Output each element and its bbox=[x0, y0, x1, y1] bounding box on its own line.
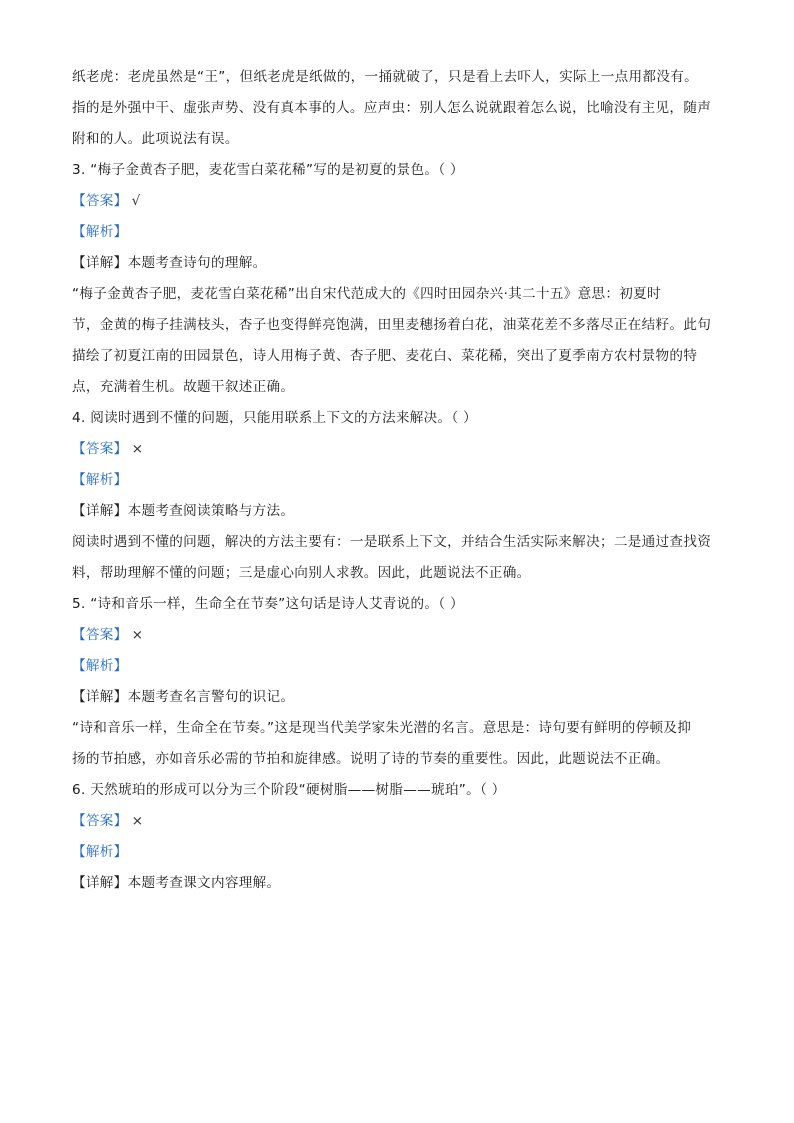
document-page bbox=[72, 62, 722, 899]
detail-text: 本题考查课文内容理解。 bbox=[127, 875, 281, 891]
detail-label: 【详解】 bbox=[72, 255, 128, 271]
analysis-label: 【解析】 bbox=[72, 472, 128, 488]
detail-label: 【详解】 bbox=[72, 875, 128, 891]
paragraph-line: 料，帮助理解不懂的问题；三是虚心向别人求教。因此，此题说法不正确。 bbox=[72, 565, 531, 581]
analysis-line bbox=[72, 465, 722, 496]
detail-text: 本题考查诗句的理解。 bbox=[127, 255, 267, 271]
paragraph-line: 点，充满着生机。故题干叙述正确。 bbox=[72, 379, 295, 395]
paragraph-line: 3. “梅子金黄杏子肥，麦花雪白菜花稀”写的是初夏的景色。（ ） bbox=[72, 162, 464, 178]
detail-label: 【详解】 bbox=[72, 503, 128, 519]
answer-mark: √ bbox=[131, 193, 141, 209]
detail-line bbox=[72, 496, 722, 527]
answer-mark: × bbox=[131, 627, 144, 643]
answer-line bbox=[72, 620, 722, 651]
detail-line bbox=[72, 868, 722, 899]
paragraph-line: 指的是外强中干、虚张声势、没有真本事的人。应声虫：别人怎么说就跟着怎么说，比喻没有主见，随声 bbox=[72, 100, 712, 116]
answer-mark: × bbox=[131, 441, 144, 457]
answer-line bbox=[72, 186, 722, 217]
answer-mark: × bbox=[131, 813, 144, 829]
detail-line bbox=[72, 682, 722, 713]
answer-line bbox=[72, 806, 722, 837]
paragraph-line: 6. 天然琥珀的形成可以分为三个阶段“硬树脂——树脂——琥珀”。（ ） bbox=[72, 782, 506, 798]
detail-label: 【详解】 bbox=[72, 689, 128, 705]
analysis-label: 【解析】 bbox=[72, 658, 128, 674]
analysis-label: 【解析】 bbox=[72, 224, 128, 240]
paragraph-line: 5. “诗和音乐一样，生命全在节奏”这句话是诗人艾青说的。（ ） bbox=[72, 596, 464, 612]
detail-line bbox=[72, 248, 722, 279]
analysis-line bbox=[72, 217, 722, 248]
answer-label: 【答案】 bbox=[72, 627, 128, 643]
paragraph-line: 节，金黄的梅子挂满枝头，杏子也变得鲜亮饱满，田里麦穗扬着白花，油菜花差不多落尽正在结籽。此句 bbox=[72, 317, 712, 333]
paragraph-line: 4. 阅读时遇到不懂的问题，只能用联系上下文的方法来解决。（ ） bbox=[72, 410, 478, 426]
answer-line bbox=[72, 434, 722, 465]
analysis-line bbox=[72, 837, 722, 868]
paragraph-line: 纸老虎：老虎虽然是“王”，但纸老虎是纸做的，一捅就破了，只是看上去吓人，实际上一点用都没有。 bbox=[72, 69, 699, 85]
paragraph-line: 附和的人。此项说法有误。 bbox=[72, 131, 239, 147]
answer-label: 【答案】 bbox=[72, 193, 128, 209]
paragraph-line: 扬的节拍感，亦如音乐必需的节拍和旋律感。说明了诗的节奏的重要性。因此，此题说法不正确。 bbox=[72, 751, 670, 767]
detail-text: 本题考查名言警句的识记。 bbox=[127, 689, 295, 705]
analysis-line bbox=[72, 651, 722, 682]
paragraph-line: 描绘了初夏江南的田园景色，诗人用梅子黄、杏子肥、麦花白、菜花稀，突出了夏季南方农村景物的特 bbox=[72, 348, 698, 364]
paragraph-line: “梅子金黄杏子肥，麦花雪白菜花稀”出自宋代范成大的《四时田园杂兴·其二十五》意思：初夏时 bbox=[72, 286, 661, 302]
analysis-label: 【解析】 bbox=[72, 844, 128, 860]
detail-text: 本题考查阅读策略与方法。 bbox=[127, 503, 295, 519]
paragraph-line: “诗和音乐一样，生命全在节奏。”这是现当代美学家朱光潜的名言。意思是：诗句要有鲜明的停顿及抑 bbox=[72, 720, 692, 736]
answer-label: 【答案】 bbox=[72, 813, 128, 829]
answer-label: 【答案】 bbox=[72, 441, 128, 457]
paragraph-line: 阅读时遇到不懂的问题，解决的方法主要有：一是联系上下文，并结合生活实际来解决；二是通过查找资 bbox=[72, 534, 712, 550]
